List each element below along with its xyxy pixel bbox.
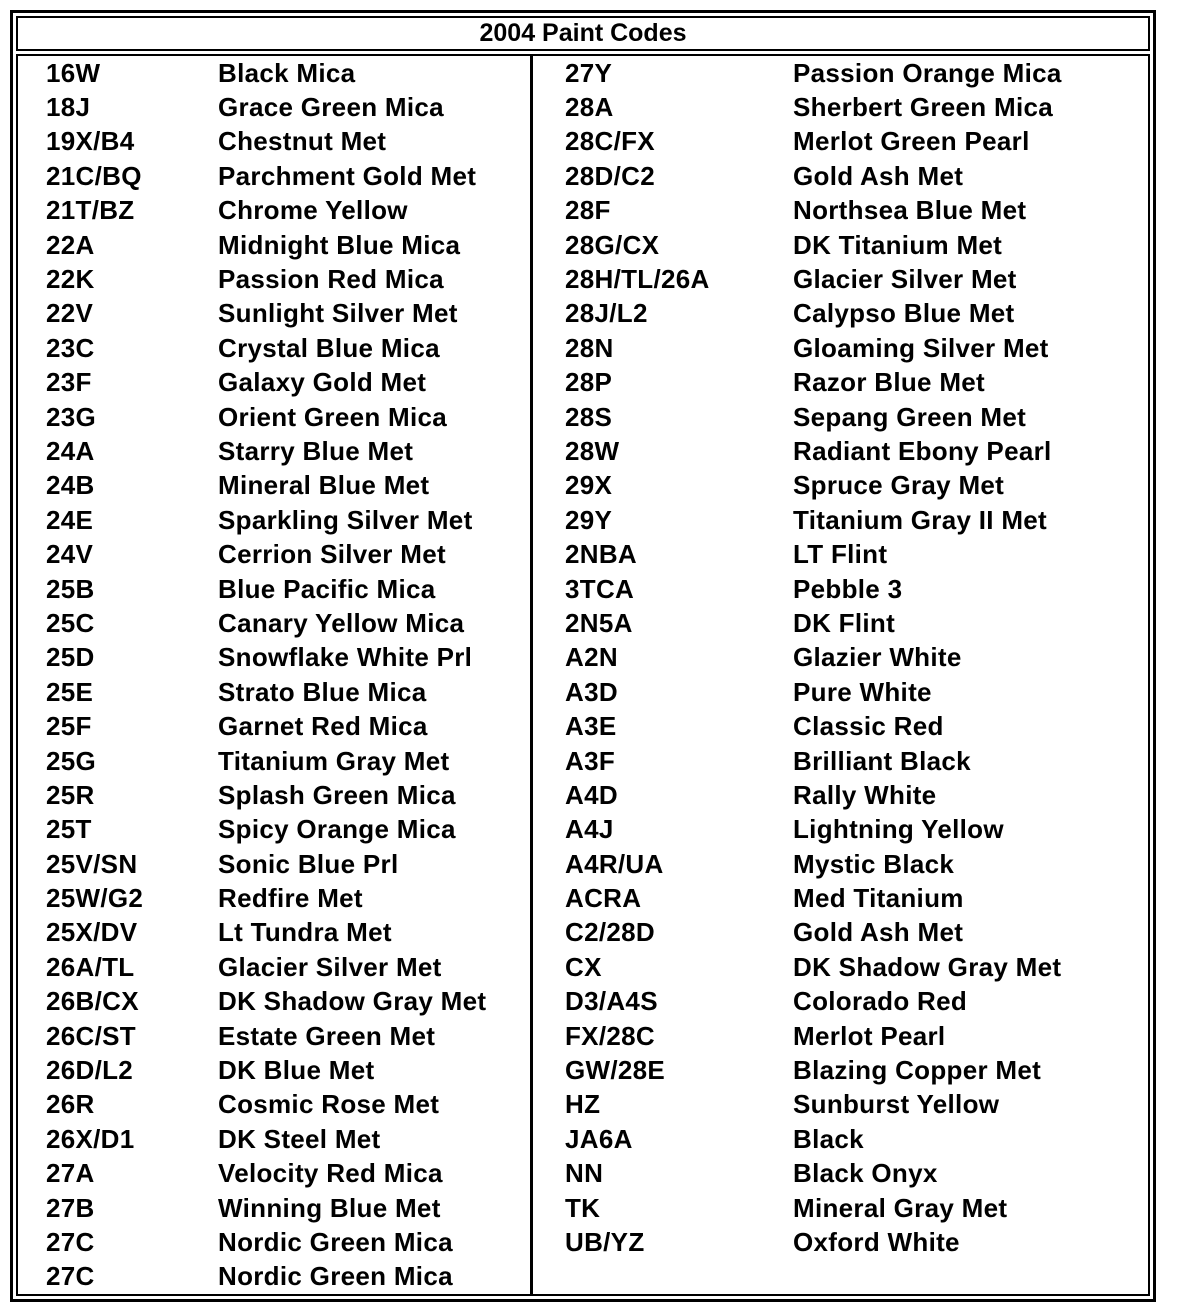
paint-code-row (565, 1053, 1062, 1087)
paint-code: 27A (46, 1158, 95, 1189)
paint-name: Blazing Copper Met (793, 1055, 1042, 1086)
paint-code-row (46, 297, 486, 331)
left-column (46, 56, 486, 1294)
paint-code-row (46, 331, 486, 365)
paint-code: 25D (46, 642, 95, 673)
paint-code-row (565, 1157, 1062, 1191)
paint-name: DK Shadow Gray Met (218, 986, 487, 1017)
paint-code-row (565, 778, 1062, 812)
paint-code: 27B (46, 1192, 95, 1223)
paint-code: 28A (565, 92, 614, 123)
paint-code: 25G (46, 745, 97, 776)
paint-code-row (565, 56, 1062, 90)
paint-code: 25R (46, 779, 95, 810)
paint-code: 28J/L2 (565, 298, 648, 329)
paint-name: Nordic Green Mica (218, 1261, 453, 1292)
paint-name: Glacier Silver Met (218, 951, 442, 982)
paint-code: 24A (46, 435, 95, 466)
paint-code: 23G (46, 401, 97, 432)
paint-name: Orient Green Mica (218, 401, 448, 432)
paint-code: 23F (46, 367, 92, 398)
paint-code-row (46, 1191, 486, 1225)
paint-name: Sonic Blue Prl (218, 848, 399, 879)
paint-name: DK Titanium Met (793, 229, 1003, 260)
paint-code: NN (565, 1158, 604, 1189)
paint-name: Velocity Red Mica (218, 1158, 443, 1189)
paint-code: 19X/B4 (46, 126, 135, 157)
paint-code-row (46, 400, 486, 434)
paint-name: Chestnut Met (218, 126, 387, 157)
paint-name: Starry Blue Met (218, 435, 414, 466)
paint-name: Lightning Yellow (793, 814, 1004, 845)
paint-code-row (565, 125, 1062, 159)
paint-code-row (565, 194, 1062, 228)
paint-name: Merlot Pearl (793, 1020, 946, 1051)
paint-code-row (46, 469, 486, 503)
paint-code: A4R/UA (565, 848, 664, 879)
right-column (565, 56, 1062, 1260)
paint-code: 22A (46, 229, 95, 260)
paint-name: Merlot Green Pearl (793, 126, 1030, 157)
paint-code-row (565, 537, 1062, 571)
paint-code-row (46, 641, 486, 675)
paint-name: Crystal Blue Mica (218, 332, 440, 363)
column-divider (530, 56, 533, 1294)
paint-code-row (565, 366, 1062, 400)
paint-code-row (46, 434, 486, 468)
paint-code: 26R (46, 1089, 95, 1120)
paint-name: Gloaming Silver Met (793, 332, 1049, 363)
paint-code-row (565, 1191, 1062, 1225)
paint-code-row (46, 572, 486, 606)
paint-name: Galaxy Gold Met (218, 367, 427, 398)
paint-name: DK Shadow Gray Met (793, 951, 1062, 982)
paint-code: 28D/C2 (565, 160, 655, 191)
paint-code: 18J (46, 92, 91, 123)
paint-code-row (46, 1260, 486, 1294)
paint-code: GW/28E (565, 1055, 666, 1086)
paint-code-row (46, 1122, 486, 1156)
paint-code-row (565, 744, 1062, 778)
paint-code-row (565, 434, 1062, 468)
paint-code: 26C/ST (46, 1020, 136, 1051)
paint-code-row (46, 1157, 486, 1191)
paint-name: Med Titanium (793, 883, 964, 914)
paint-name: Sunburst Yellow (793, 1089, 1000, 1120)
paint-code: JA6A (565, 1123, 633, 1154)
paint-name: Redfire Met (218, 883, 363, 914)
paint-code: HZ (565, 1089, 601, 1120)
paint-code: 29Y (565, 504, 613, 535)
paint-name: Oxford White (793, 1226, 960, 1257)
paint-code-row (46, 262, 486, 296)
paint-code-row (46, 503, 486, 537)
paint-code-row (46, 1225, 486, 1259)
paint-code: 23C (46, 332, 95, 363)
paint-code: 25B (46, 573, 95, 604)
paint-name: Mineral Gray Met (793, 1192, 1008, 1223)
paint-code: 22V (46, 298, 94, 329)
paint-code: 21C/BQ (46, 160, 142, 191)
paint-code: 24E (46, 504, 94, 535)
paint-code: 16W (46, 57, 101, 88)
paint-code: 27C (46, 1226, 95, 1257)
paint-name: Strato Blue Mica (218, 676, 427, 707)
paint-code-row (565, 916, 1062, 950)
paint-code: 26D/L2 (46, 1055, 134, 1086)
paint-name: Pebble 3 (793, 573, 903, 604)
paint-code-row (565, 159, 1062, 193)
paint-code-row (46, 125, 486, 159)
paint-name: Glazier White (793, 642, 962, 673)
paint-code: 26B/CX (46, 986, 139, 1017)
paint-code-row (565, 641, 1062, 675)
paint-name: Gold Ash Met (793, 160, 964, 191)
paint-name: Lt Tundra Met (218, 917, 392, 948)
paint-code: 24B (46, 470, 95, 501)
paint-code-row (46, 813, 486, 847)
paint-name: Passion Orange Mica (793, 57, 1062, 88)
paint-code-row (565, 572, 1062, 606)
paint-name: Calypso Blue Met (793, 298, 1015, 329)
paint-code: 3TCA (565, 573, 635, 604)
paint-code: 28S (565, 401, 613, 432)
paint-code: 25X/DV (46, 917, 138, 948)
paint-name: Colorado Red (793, 986, 968, 1017)
paint-code: 27C (46, 1261, 95, 1292)
paint-code-row (46, 56, 486, 90)
paint-code-row (565, 297, 1062, 331)
paint-code-row (565, 503, 1062, 537)
paint-code: A4D (565, 779, 618, 810)
paint-code-row (46, 675, 486, 709)
paint-code: D3/A4S (565, 986, 658, 1017)
paint-code: A3F (565, 745, 616, 776)
paint-code: 26A/TL (46, 951, 135, 982)
paint-code-row (46, 1019, 486, 1053)
paint-code-row (46, 744, 486, 778)
paint-code-row (46, 916, 486, 950)
paint-name: Glacier Silver Met (793, 264, 1017, 295)
paint-code-row (565, 985, 1062, 1019)
paint-code-row (46, 709, 486, 743)
paint-code-row (565, 1225, 1062, 1259)
paint-name: LT Flint (793, 539, 888, 570)
paint-name: Sherbert Green Mica (793, 92, 1054, 123)
paint-code-row (46, 90, 486, 124)
paint-code-row (46, 606, 486, 640)
paint-code: 25E (46, 676, 94, 707)
table-title: 2004 Paint Codes (16, 16, 1150, 51)
paint-code: 21T/BZ (46, 195, 135, 226)
paint-name: DK Blue Met (218, 1055, 375, 1086)
paint-code-row (46, 1053, 486, 1087)
paint-code-row (565, 675, 1062, 709)
paint-name: Black (793, 1123, 864, 1154)
paint-code: A4J (565, 814, 614, 845)
paint-code: 2N5A (565, 607, 633, 638)
paint-code-row (565, 1019, 1062, 1053)
paint-name: Canary Yellow Mica (218, 607, 465, 638)
paint-code-row (46, 537, 486, 571)
paint-code-row (565, 709, 1062, 743)
paint-code: C2/28D (565, 917, 655, 948)
paint-code: 25C (46, 607, 95, 638)
paint-code: A2N (565, 642, 618, 673)
paint-code: 28C/FX (565, 126, 655, 157)
paint-code-row (565, 950, 1062, 984)
paint-code-row (565, 90, 1062, 124)
paint-code-row (46, 159, 486, 193)
paint-code-row (565, 262, 1062, 296)
paint-name: Sunlight Silver Met (218, 298, 458, 329)
paint-code: ACRA (565, 883, 642, 914)
paint-name: Passion Red Mica (218, 264, 444, 295)
paint-name: Mineral Blue Met (218, 470, 430, 501)
paint-name: Parchment Gold Met (218, 160, 477, 191)
paint-code: 28H/TL/26A (565, 264, 710, 295)
paint-code-row (46, 228, 486, 262)
paint-code: 29X (565, 470, 613, 501)
paint-name: Cosmic Rose Met (218, 1089, 440, 1120)
paint-name: Blue Pacific Mica (218, 573, 436, 604)
paint-name: Spicy Orange Mica (218, 814, 456, 845)
paint-name: Titanium Gray Met (218, 745, 450, 776)
paint-code: 2NBA (565, 539, 637, 570)
paint-code-row (46, 1088, 486, 1122)
paint-name: Radiant Ebony Pearl (793, 435, 1052, 466)
paint-code: 25V/SN (46, 848, 138, 879)
paint-code: CX (565, 951, 602, 982)
paint-code: TK (565, 1192, 601, 1223)
paint-code-row (565, 606, 1062, 640)
paint-name: Nordic Green Mica (218, 1226, 453, 1257)
paint-code: 25T (46, 814, 92, 845)
paint-code: 28N (565, 332, 614, 363)
paint-code-row (565, 400, 1062, 434)
paint-code-row (46, 847, 486, 881)
paint-code-row (46, 881, 486, 915)
paint-code: UB/YZ (565, 1226, 645, 1257)
paint-name: DK Steel Met (218, 1123, 381, 1154)
paint-name: Rally White (793, 779, 937, 810)
paint-code: 28P (565, 367, 613, 398)
paint-code: 22K (46, 264, 95, 295)
paint-code: 28G/CX (565, 229, 660, 260)
paint-code-row (565, 469, 1062, 503)
paint-name: Gold Ash Met (793, 917, 964, 948)
paint-name: Pure White (793, 676, 932, 707)
paint-code-row (565, 1088, 1062, 1122)
paint-code: 28W (565, 435, 620, 466)
paint-name: Northsea Blue Met (793, 195, 1027, 226)
paint-name: Mystic Black (793, 848, 955, 879)
paint-name: Winning Blue Met (218, 1192, 441, 1223)
paint-code-row (46, 366, 486, 400)
paint-code-row (46, 950, 486, 984)
paint-name: Splash Green Mica (218, 779, 456, 810)
paint-code-row (565, 331, 1062, 365)
paint-code: FX/28C (565, 1020, 655, 1051)
paint-name: Midnight Blue Mica (218, 229, 461, 260)
paint-name: Estate Green Met (218, 1020, 436, 1051)
paint-code-row (46, 778, 486, 812)
paint-name: Titanium Gray II Met (793, 504, 1048, 535)
paint-code: 25F (46, 711, 92, 742)
paint-name: Classic Red (793, 711, 944, 742)
paint-code-row (46, 985, 486, 1019)
paint-name: Chrome Yellow (218, 195, 408, 226)
paint-code: 26X/D1 (46, 1123, 135, 1154)
paint-code: 28F (565, 195, 611, 226)
paint-code: 25W/G2 (46, 883, 144, 914)
paint-code-row (565, 847, 1062, 881)
paint-code-row (565, 881, 1062, 915)
paint-name: Sepang Green Met (793, 401, 1027, 432)
paint-name: Black Mica (218, 57, 356, 88)
paint-code: A3E (565, 711, 617, 742)
paint-name: Brilliant Black (793, 745, 971, 776)
paint-code: 24V (46, 539, 94, 570)
paint-name: Sparkling Silver Met (218, 504, 473, 535)
paint-name: Spruce Gray Met (793, 470, 1005, 501)
paint-code-row (565, 1122, 1062, 1156)
paint-name: Grace Green Mica (218, 92, 444, 123)
paint-name: Cerrion Silver Met (218, 539, 446, 570)
paint-code-row (565, 228, 1062, 262)
paint-code: A3D (565, 676, 618, 707)
paint-code-row (46, 194, 486, 228)
paint-name: Black Onyx (793, 1158, 938, 1189)
paint-name: DK Flint (793, 607, 896, 638)
paint-name: Garnet Red Mica (218, 711, 428, 742)
paint-code: 27Y (565, 57, 613, 88)
paint-name: Snowflake White Prl (218, 642, 473, 673)
paint-name: Razor Blue Met (793, 367, 986, 398)
paint-code-row (565, 813, 1062, 847)
